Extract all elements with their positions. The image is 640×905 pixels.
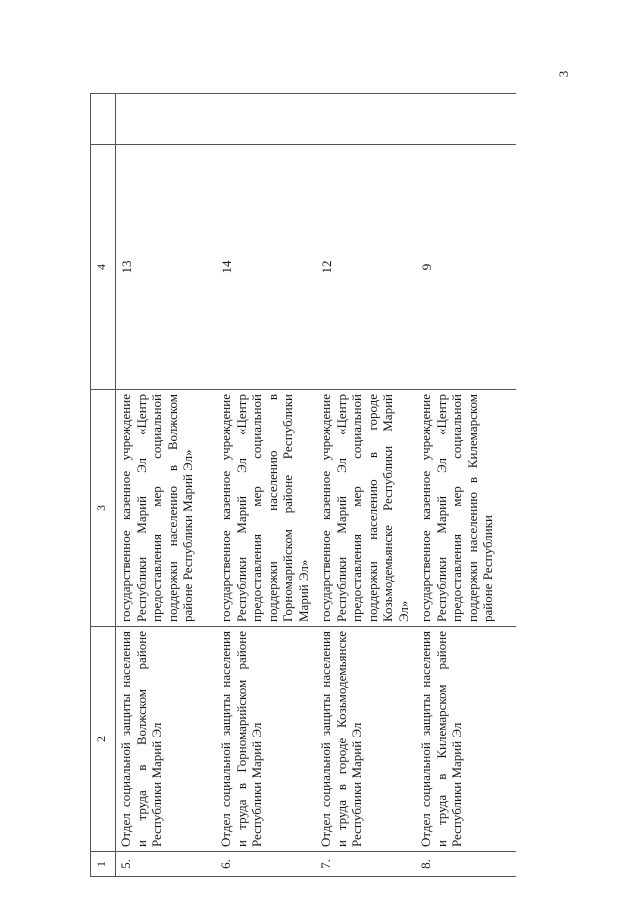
row-number: 6.	[216, 852, 316, 877]
empty-cell	[316, 94, 416, 145]
column-header-2: 2	[91, 627, 116, 852]
page-number: 3	[556, 70, 571, 78]
empty-cell	[116, 94, 217, 145]
institution-name: государственное казенное учреждение Республики Марий Эл «Центр предоставления мер социальной поддержки населению в Килемарском районе Республики	[416, 390, 516, 627]
department-name: Отдел социальной защиты населения и труда в Килемарском районе Республики Марий Эл	[416, 627, 516, 852]
column-header-4: 4	[91, 145, 116, 390]
empty-cell	[216, 94, 316, 145]
department-name: Отдел социальной защиты населения и труда в городе Козьмодемьянске Республики Марий Эл	[316, 627, 416, 852]
row-number: 5.	[116, 852, 217, 877]
count-value: 13	[116, 145, 217, 390]
column-header-5	[91, 94, 116, 145]
column-header-1: 1	[91, 852, 116, 877]
row-number: 8.	[416, 852, 516, 877]
count-value: 14	[216, 145, 316, 390]
table-row	[116, 94, 217, 877]
table-row	[216, 94, 316, 877]
rotated-table-container	[90, 97, 550, 877]
row-number: 7.	[316, 852, 416, 877]
count-value: 9	[416, 145, 516, 390]
institution-name: государственное казенное учреждение Республики Марий Эл «Центр предоставления мер социальной поддержки населению в Волжском районе Республики Марий Эл»	[116, 390, 217, 627]
table-row	[316, 94, 416, 877]
institution-name: государственное казенное учреждение Республики Марий Эл «Центр предоставления мер социальной поддержки населению в Горномарийском районе Республики Марий Эл»	[216, 390, 316, 627]
column-header-3: 3	[91, 390, 116, 627]
department-name: Отдел социальной защиты населения и труда в Волжском районе Республики Марий Эл	[116, 627, 217, 852]
department-name: Отдел социальной защиты населения и труда в Горномарийском районе Республики Марий Эл	[216, 627, 316, 852]
institution-name: государственное казенное учреждение Республики Марий Эл «Центр предоставления мер социальной поддержки населению в городе Козьмодемьянске Республики Марий Эл»	[316, 390, 416, 627]
table-header-row	[91, 94, 116, 877]
institutions-table	[90, 93, 516, 877]
empty-cell	[416, 94, 516, 145]
count-value: 12	[316, 145, 416, 390]
table-row	[416, 94, 516, 877]
